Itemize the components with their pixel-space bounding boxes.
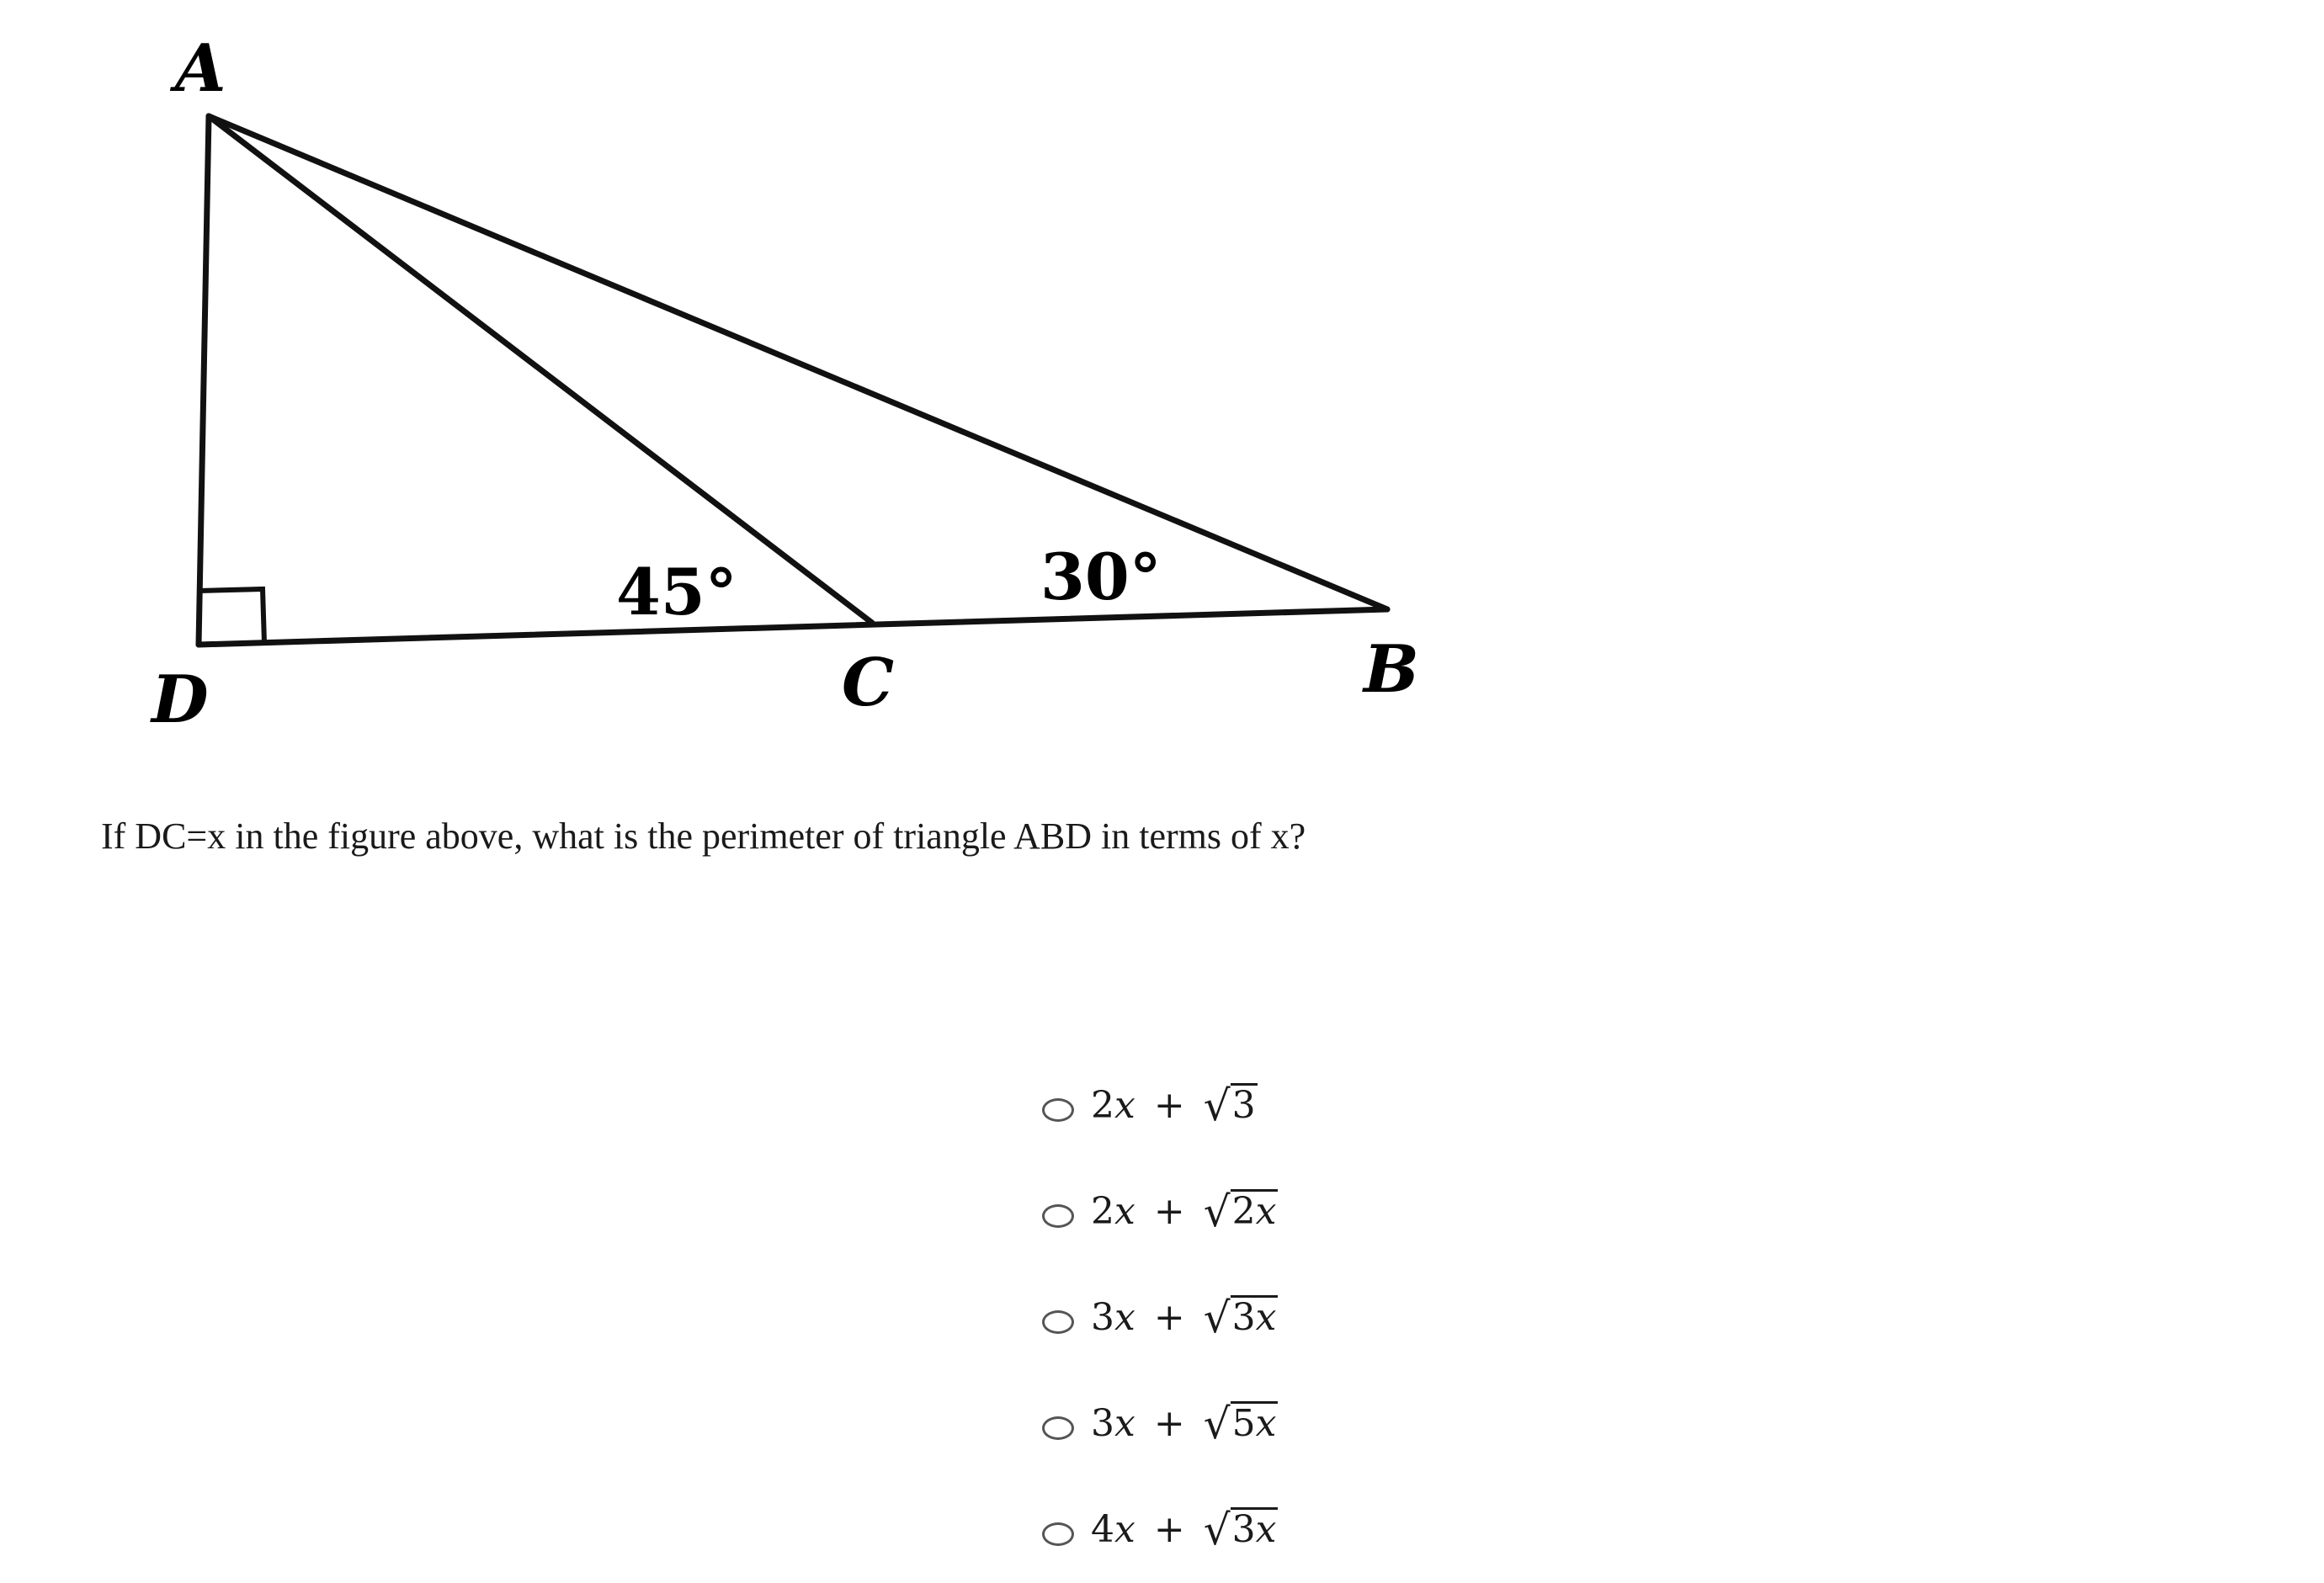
segment-dc-b [199,609,1387,645]
radio-button[interactable] [1042,1416,1074,1440]
vertex-label-d: D [152,661,209,738]
choice-expression: 3 x + √ 5x [1091,1399,1277,1448]
choice-option-4[interactable] [1042,1370,1278,1476]
segment-ad [199,116,209,645]
choice-expression: 2 x + √ 2x [1091,1187,1277,1236]
sqrt-icon: √ [1203,1505,1231,1554]
radio-button[interactable] [1042,1522,1074,1546]
radio-button[interactable] [1042,1310,1074,1334]
sqrt-icon: √ [1203,1187,1231,1236]
choice-option-2[interactable] [1042,1158,1278,1264]
radio-button[interactable] [1042,1098,1074,1122]
vertex-label-b: B [1364,631,1419,708]
choice-option-1[interactable] [1042,1052,1278,1158]
radio-button[interactable] [1042,1204,1074,1228]
vertex-label-a: A [175,30,226,107]
sqrt-icon: √ [1203,1399,1231,1448]
question-text: If DC=x in the figure above, what is the perimeter of triangle ABD in terms of x? [101,815,1306,857]
sqrt-icon: √ [1203,1081,1231,1130]
right-angle-marker [199,589,264,643]
sqrt-icon: √ [1203,1293,1231,1342]
choice-expression: 4 x + √ 3x [1091,1505,1277,1554]
answer-choices [1042,1052,1278,1582]
vertex-label-c: C [842,645,895,721]
segment-ac [209,116,872,623]
choice-expression: 2 x + √ 3 [1091,1081,1256,1130]
choice-option-5[interactable] [1042,1476,1278,1582]
triangle-figure [0,0,1481,741]
angle-label-30: 30° [1040,539,1162,614]
choice-option-3[interactable] [1042,1264,1278,1370]
angle-label-45: 45° [616,555,737,629]
segment-ab [209,116,1387,609]
choice-expression: 3 x + √ 3x [1091,1293,1277,1342]
